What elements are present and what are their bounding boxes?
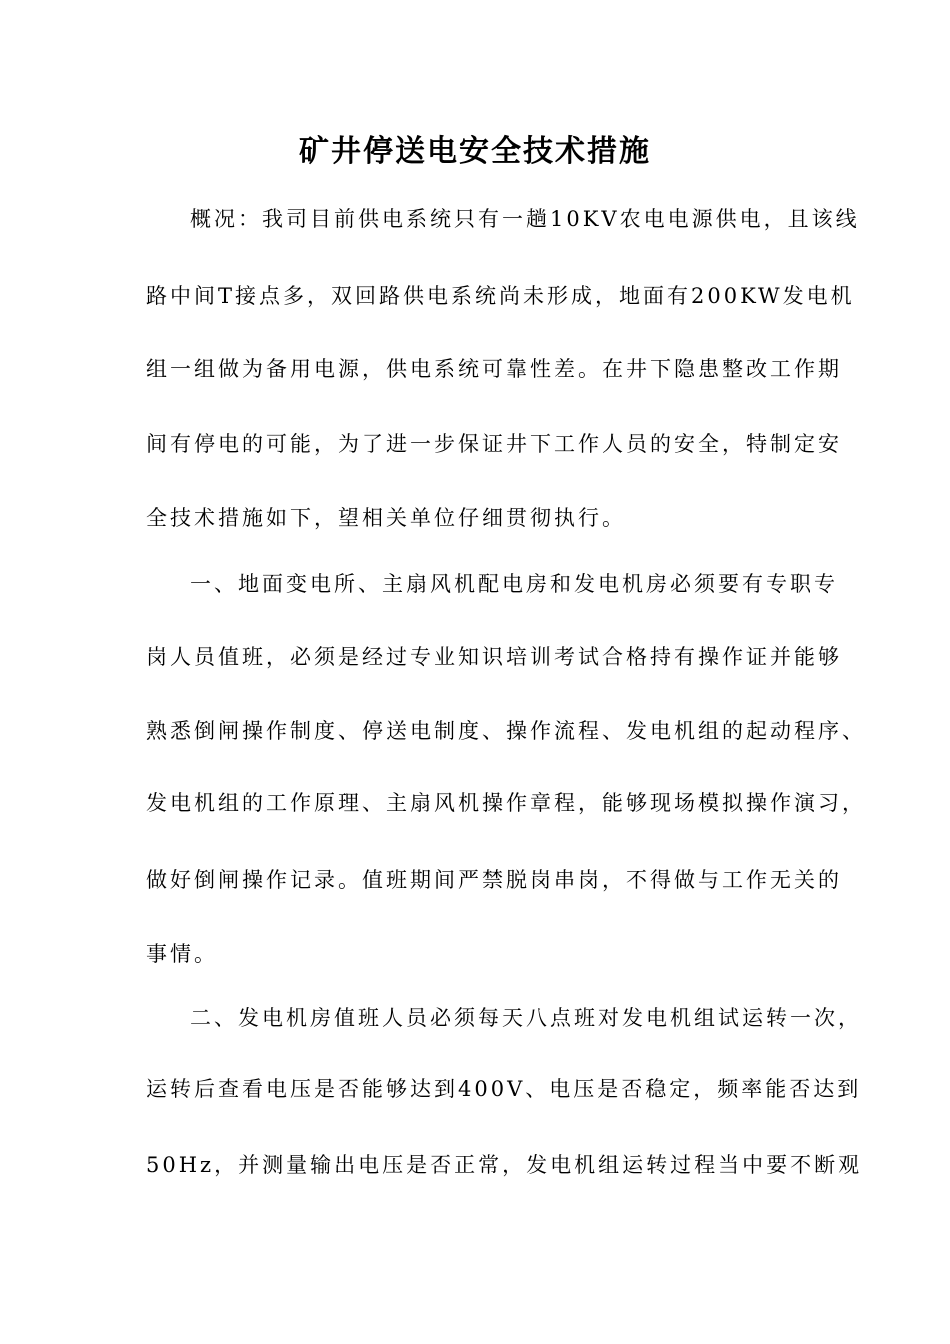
paragraph-line: 一、地面变电所、主扇风机配电房和发电机房必须要有专职专	[190, 572, 838, 596]
paragraph-line: 二、发电机房值班人员必须每天八点班对发电机组试运转一次，	[190, 1006, 862, 1030]
paragraph-line: 事情。	[146, 942, 218, 966]
paragraph-line: 全技术措施如下，望相关单位仔细贯彻执行。	[146, 506, 626, 530]
paragraph-line: 概况：我司目前供电系统只有一趟10KV农电电源供电，且该线	[190, 207, 860, 231]
paragraph-line: 运转后查看电压是否能够达到400V、电压是否稳定，频率能否达到	[146, 1077, 862, 1101]
paragraph-line: 发电机组的工作原理、主扇风机操作章程，能够现场模拟操作演习，	[146, 791, 866, 815]
paragraph-line: 做好倒闸操作记录。值班期间严禁脱岗串岗，不得做与工作无关的	[146, 868, 842, 892]
paragraph-line: 熟悉倒闸操作制度、停送电制度、操作流程、发电机组的起动程序、	[146, 719, 866, 743]
paragraph-line: 岗人员值班，必须是经过专业知识培训考试合格持有操作证并能够	[146, 645, 842, 669]
paragraph-line: 组一组做为备用电源，供电系统可靠性差。在井下隐患整改工作期	[146, 357, 842, 381]
paragraph-line: 路中间T接点多，双回路供电系统尚未形成，地面有200KW发电机	[146, 284, 855, 308]
paragraph-line: 50Hz，并测量输出电压是否正常，发电机组运转过程当中要不断观	[146, 1153, 863, 1177]
paragraph-line: 间有停电的可能，为了进一步保证井下工作人员的安全，特制定安	[146, 432, 842, 456]
document-title: 矿井停送电安全技术措施	[299, 134, 651, 169]
